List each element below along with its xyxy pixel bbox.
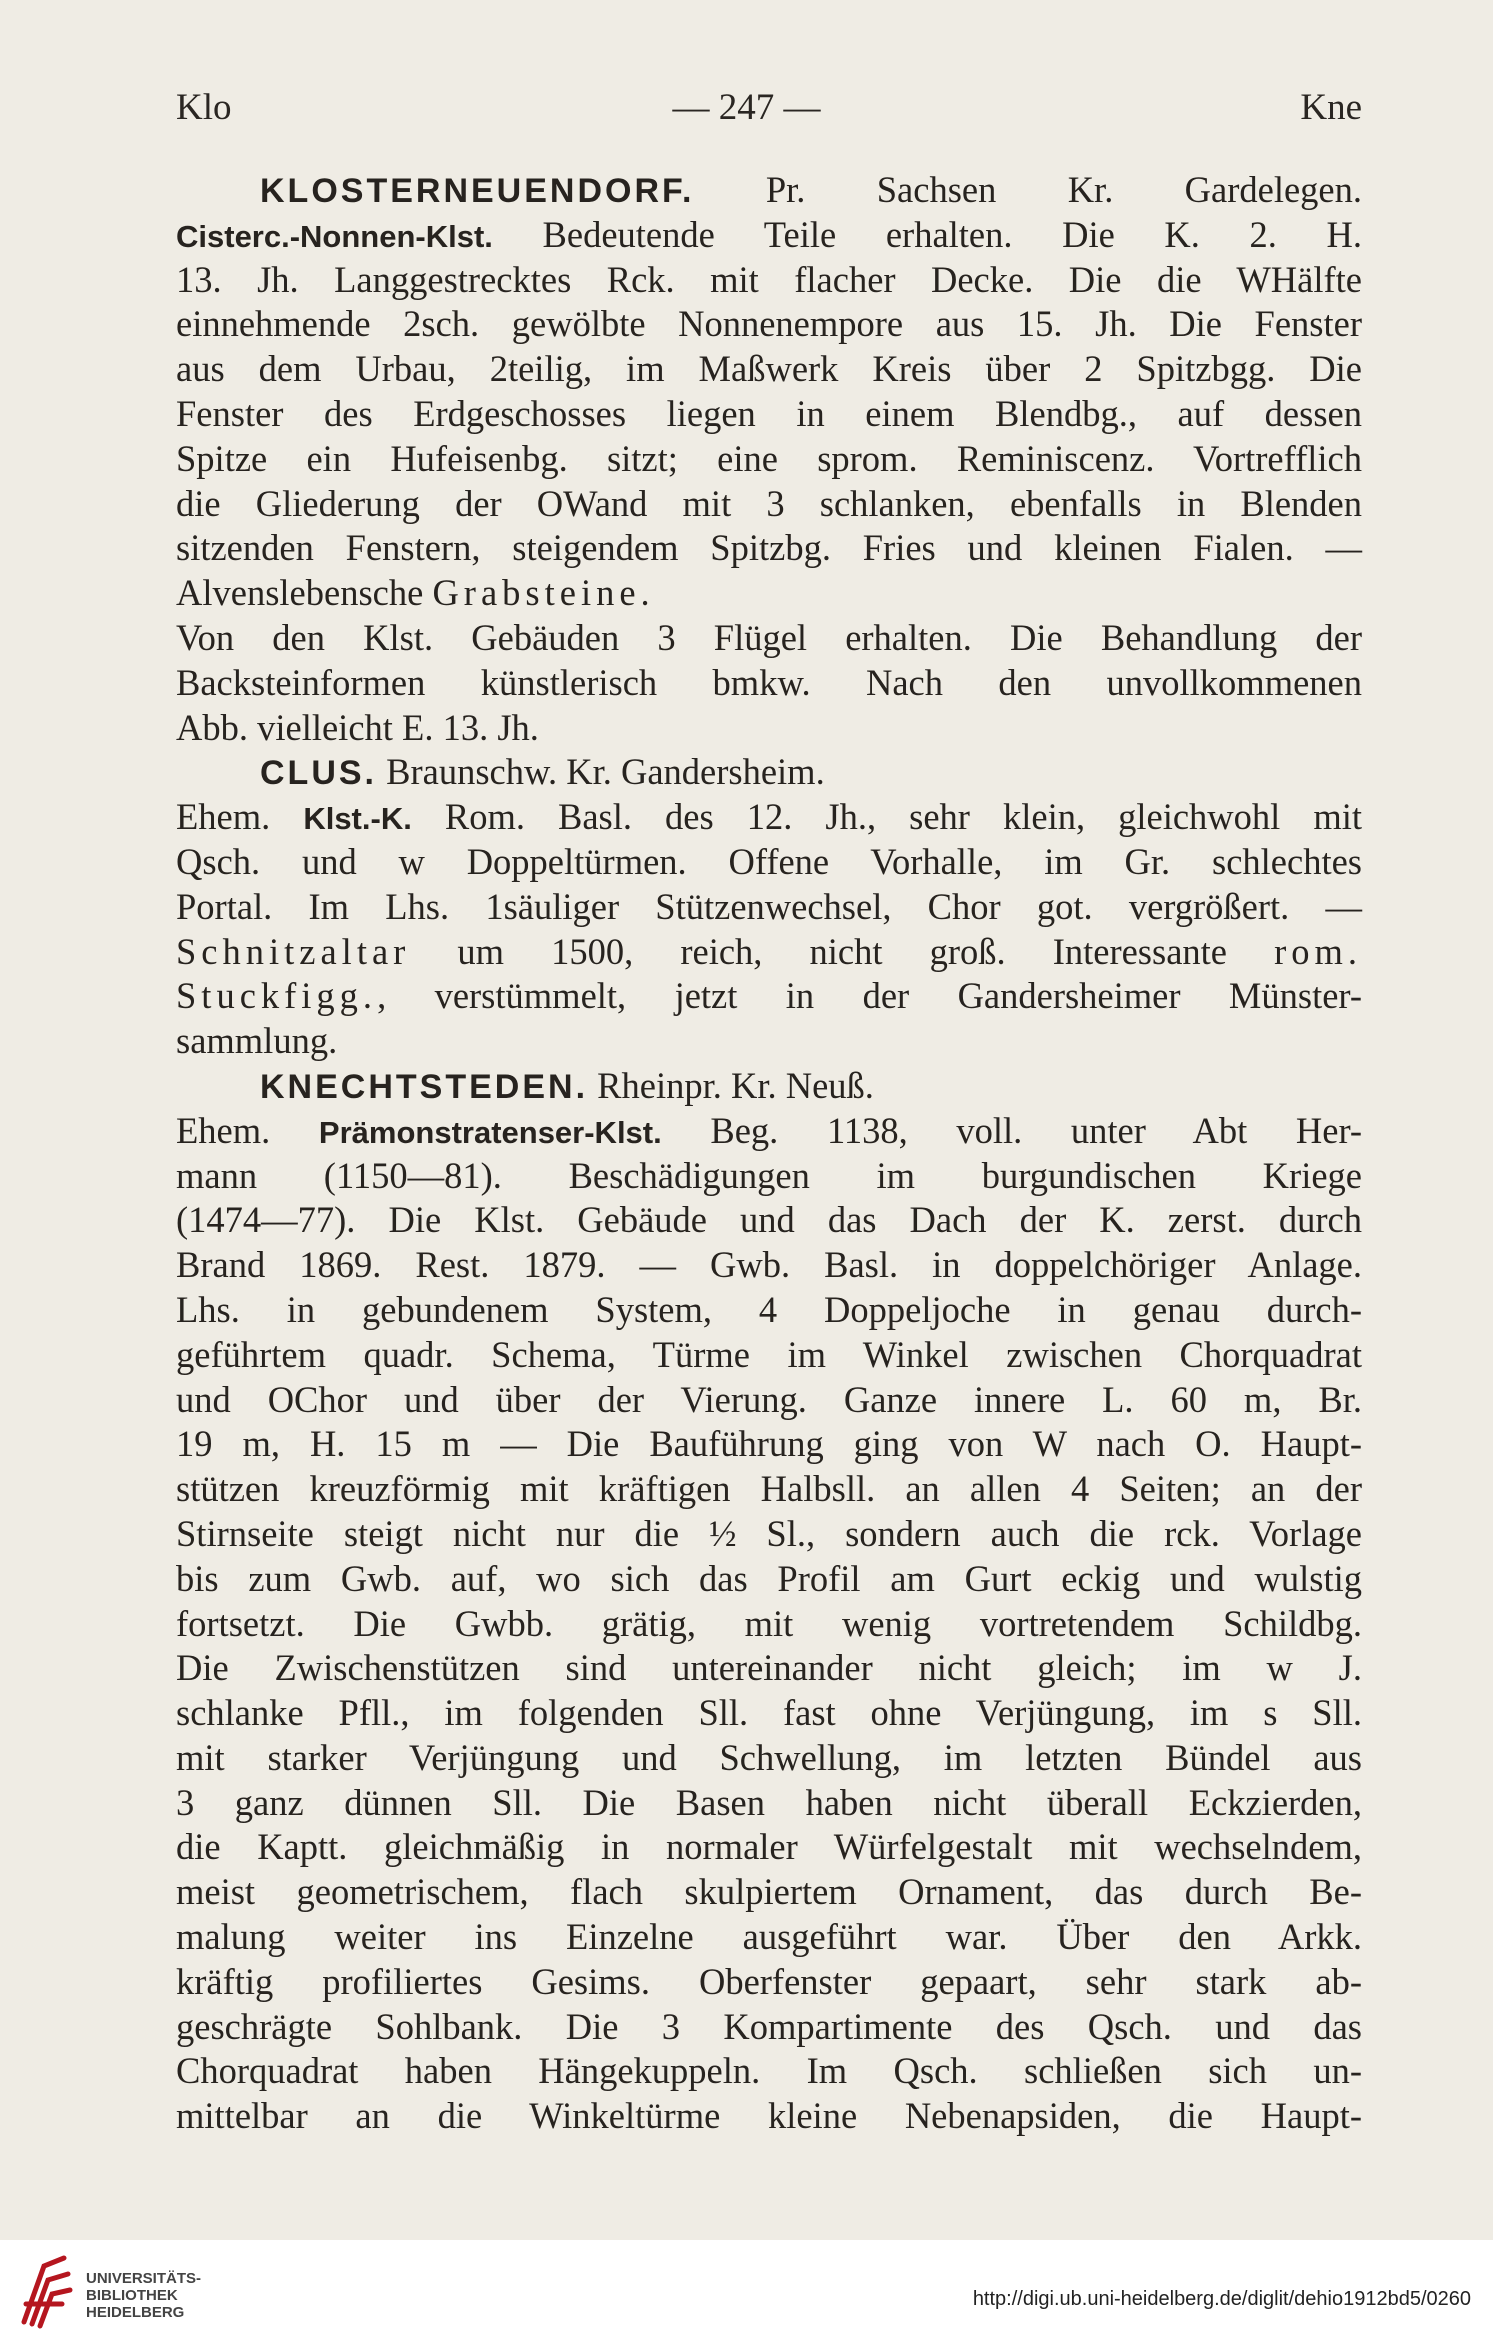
- header-catchword-left: Klo: [176, 87, 232, 128]
- library-logo-icon: [18, 2252, 74, 2330]
- text-line: 13. Jh. Langgestrecktes Rck. mit flacher Decke. Die die WHälfte: [176, 258, 1362, 300]
- entry-headword: CLUS.: [260, 754, 377, 793]
- building-type: Prämonstratenser-Klst.: [318, 1114, 662, 1150]
- text-line: Von den Klst. Gebäuden 3 Flügel erhalten. Die Behandlung der: [176, 616, 1362, 658]
- text-line: [176, 795, 1362, 840]
- text-span: um 1500, reich, nicht groß. Interessante: [457, 930, 1227, 972]
- digitization-footer: [0, 2240, 1493, 2352]
- text-line: Lhs. in gebundenem System, 4 Doppeljoche in genau durch-: [176, 1288, 1362, 1330]
- text-line: meist geometrischem, flach skulpiertem Ornament, das durch Be-: [176, 1871, 1362, 1913]
- text-line: Backsteinformen künstlerisch bmkw. Nach den unvollkommenen: [176, 661, 1362, 703]
- text-span: Rom. Basl. des 12. Jh., sehr klein, gleichwohl mit: [444, 796, 1363, 838]
- text-line: sammlung.: [176, 1020, 338, 1062]
- text-line: aus dem Urbau, 2teilig, im Maßwerk Kreis über 2 Spitzbgg. Die: [176, 348, 1362, 390]
- library-name-line: UNIVERSITÄTS-: [86, 2270, 202, 2287]
- text-span: Braunschw. Kr. Gandersheim.: [386, 751, 825, 793]
- text-line: stützen kreuzförmig mit kräftigen Halbsll. an allen 4 Seiten; an der: [176, 1468, 1362, 1510]
- text-line: [176, 930, 1362, 975]
- entry-headword: KLOSTERNEUENDORF.: [260, 172, 695, 210]
- text-span: .: [640, 572, 650, 614]
- spaced-term: Schnitzaltar: [176, 930, 411, 972]
- text-line: Die Zwischenstützen sind untereinander nicht gleich; im w J.: [176, 1647, 1362, 1689]
- text-line: mit starker Verjüngung und Schwellung, im letzten Bündel aus: [176, 1736, 1362, 1778]
- text-line: [176, 168, 1362, 213]
- building-type: Klst.-K.: [303, 801, 412, 837]
- text-line: mann (1150—81). Beschädigungen im burgundischen Kriege: [176, 1154, 1362, 1196]
- text-line: [176, 1064, 1362, 1109]
- text-line: bis zum Gwb. auf, wo sich das Profil am Gurt eckig und wulstig: [176, 1557, 1362, 1599]
- text-span: Ehem.: [176, 796, 271, 838]
- text-line: Chorquadrat haben Hängekuppeln. Im Qsch. schließen sich un-: [176, 2050, 1362, 2092]
- text-line: und OChor und über der Vierung. Ganze innere L. 60 m, Br.: [176, 1378, 1362, 1420]
- text-span: , verstümmelt, jetzt in der Gandersheimer Münster-: [377, 975, 1362, 1017]
- text-span: Ehem.: [176, 1109, 271, 1151]
- text-span: Rheinpr. Kr. Neuß.: [597, 1064, 874, 1106]
- text-line: geschrägte Sohlbank. Die 3 Kompartimente des Qsch. und das: [176, 2005, 1362, 2047]
- text-line: Qsch. und w Doppeltürmen. Offene Vorhalle, im Gr. schlechtes: [176, 840, 1362, 882]
- text-line: sitzenden Fenstern, steigendem Spitzbg. Fries und kleinen Fialen. —: [176, 527, 1362, 569]
- permalink-url[interactable]: http://digi.ub.uni-heidelberg.de/diglit/dehio1912bd5/0260: [972, 2288, 1471, 2310]
- text-span: Beg. 1138, voll. unter Abt Her-: [710, 1109, 1363, 1151]
- text-line: einnehmende 2sch. gewölbte Nonnenempore aus 15. Jh. Die Fenster: [176, 303, 1362, 345]
- text-span: Pr. Sachsen Kr. Gardelegen.: [765, 169, 1362, 210]
- text-line: kräftig profiliertes Gesims. Oberfenster gepaart, sehr stark ab-: [176, 1960, 1362, 2002]
- text-line: die Kaptt. gleichmäßig in normaler Würfelgestalt mit wechselndem,: [176, 1826, 1362, 1868]
- body-text: [176, 168, 1362, 2139]
- text-line: (1474—77). Die Klst. Gebäude und das Dach der K. zerst. durch: [176, 1199, 1362, 1241]
- spaced-term: Grabsteine: [432, 572, 641, 614]
- text-line: die Gliederung der OWand mit 3 schlanken, ebenfalls in Blenden: [176, 482, 1362, 524]
- text-line: Spitze ein Hufeisenbg. sitzt; eine sprom. Reminiscenz. Vortrefflich: [176, 437, 1362, 479]
- page-number: — 247 —: [672, 87, 821, 128]
- building-type: Cisterc.-Nonnen-Klst.: [176, 218, 493, 254]
- text-line: Stirnseite steigt nicht nur die ½ Sl., sondern auch die rck. Vorlage: [176, 1512, 1362, 1554]
- library-name: [86, 2270, 201, 2321]
- spaced-term: rom.: [1274, 930, 1363, 972]
- entry-headword: KNECHTSTEDEN.: [260, 1067, 589, 1106]
- text-line: [176, 213, 1362, 258]
- text-line: [176, 571, 1362, 616]
- text-span: Alvenslebensche: [176, 572, 424, 614]
- text-line: Abb. vielleicht E. 13. Jh.: [176, 706, 539, 748]
- text-line: Brand 1869. Rest. 1879. — Gwb. Basl. in doppelchöriger Anlage.: [176, 1244, 1362, 1286]
- text-span: Bedeutende Teile erhalten. Die K. 2. H.: [542, 213, 1363, 255]
- text-line: [176, 974, 1362, 1019]
- text-line: mittelbar an die Winkeltürme kleine Nebenapsiden, die Haupt-: [176, 2095, 1362, 2137]
- text-line: 19 m, H. 15 m — Die Bauführung ging von W nach O. Haupt-: [176, 1423, 1362, 1465]
- text-line: Portal. Im Lhs. 1säuliger Stützenwechsel, Chor got. vergrößert. —: [176, 885, 1362, 927]
- text-line: 3 ganz dünnen Sll. Die Basen haben nicht überall Eckzierden,: [176, 1781, 1362, 1823]
- header-catchword-right: Kne: [1300, 87, 1362, 128]
- running-head: [0, 86, 1493, 136]
- spaced-term: Stuckfigg.: [176, 975, 378, 1017]
- text-line: malung weiter ins Einzelne ausgeführt war. Über den Arkk.: [176, 1916, 1362, 1958]
- text-line: schlanke Pfll., im folgenden Sll. fast ohne Verjüngung, im s Sll.: [176, 1692, 1362, 1734]
- text-line: [176, 1109, 1362, 1154]
- text-line: fortsetzt. Die Gwbb. grätig, mit wenig vortretendem Schildbg.: [176, 1602, 1362, 1644]
- library-name-line: HEIDELBERG: [86, 2304, 185, 2321]
- text-line: geführtem quadr. Schema, Türme im Winkel zwischen Chorquadrat: [176, 1333, 1362, 1375]
- library-name-line: BIBLIOTHEK: [86, 2287, 178, 2304]
- text-line: [176, 750, 1362, 795]
- text-line: Fenster des Erdgeschosses liegen in einem Blendbg., auf dessen: [176, 392, 1362, 434]
